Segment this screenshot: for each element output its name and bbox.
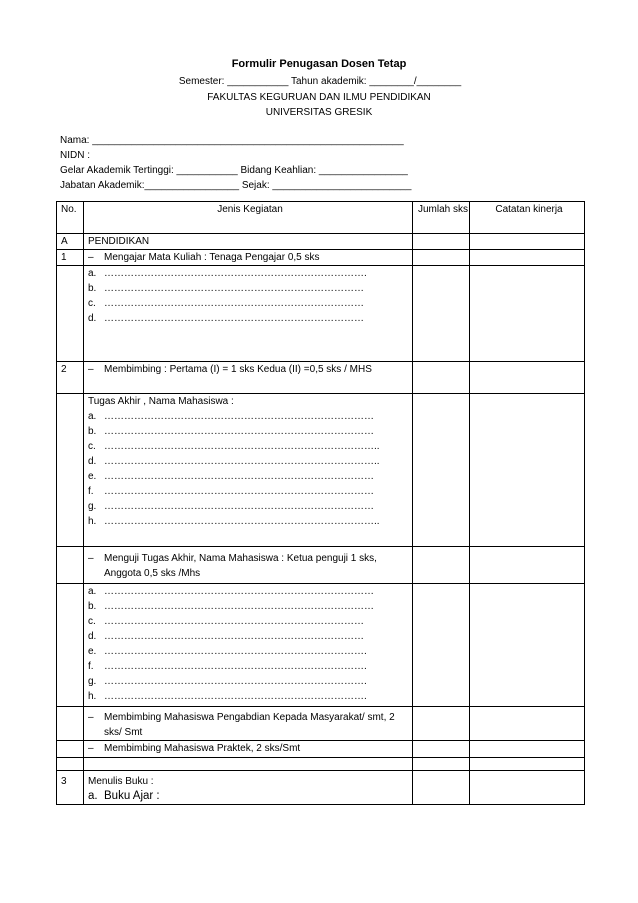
row-pengabdian-cell xyxy=(84,707,413,741)
cell-jumlah xyxy=(413,250,470,266)
list-item: g. ……………………………………………………………………… xyxy=(88,501,374,512)
cell-jumlah xyxy=(413,741,470,758)
cell-catatan xyxy=(470,758,585,771)
list-item: a. ……………………………………………………………………… xyxy=(88,586,374,597)
row-menguji-title-text: Menguji Tugas Akhir, Nama Mahasiswa : Ketua penguji 1 sks, Anggota 0,5 sks /Mhs xyxy=(104,553,377,579)
row-praktek xyxy=(57,741,585,758)
list-item: b. ……………………………………………………………………… xyxy=(88,601,374,612)
row-2-title xyxy=(57,362,585,394)
section-a-row xyxy=(57,234,585,250)
university-name: UNIVERSITAS GRESIK xyxy=(265,107,373,118)
section-a-no: A xyxy=(57,234,84,250)
list-item: f. ……………………………………………………………………… xyxy=(88,486,374,497)
cell-jumlah xyxy=(413,584,470,707)
cell-jumlah xyxy=(413,234,470,250)
activity-table xyxy=(56,201,585,805)
row-3-label: Menulis Buku : xyxy=(88,776,154,787)
row-2-list-cell xyxy=(84,394,413,547)
list-item: h. ……………………………………………………………………….. xyxy=(88,516,380,527)
dash-bullet: – xyxy=(88,364,94,375)
row-1-no: 1 xyxy=(57,250,84,266)
list-item: f. ……………………………………………………………………. xyxy=(88,661,367,672)
nama-field: Nama: ________________________________________________________ xyxy=(60,135,404,146)
row-praktek-text: Membimbing Mahasiswa Praktek, 2 sks/Smt xyxy=(104,743,301,754)
header-no: No. xyxy=(57,202,84,234)
cell-catatan xyxy=(470,362,585,394)
cell-jumlah xyxy=(413,394,470,547)
dash-bullet: – xyxy=(88,743,94,754)
row-menguji-list-cell xyxy=(84,584,413,707)
row-1-title-text: Mengajar Mata Kuliah : Tenaga Pengajar 0,5 sks xyxy=(104,252,320,263)
list-item: b. ……………………………………………………………………… xyxy=(88,426,374,437)
cell-jumlah xyxy=(413,362,470,394)
dash-bullet: – xyxy=(88,712,94,723)
section-a-label: PENDIDIKAN xyxy=(84,234,413,250)
cell-jumlah xyxy=(413,707,470,741)
row-menguji-title-cell xyxy=(84,547,413,584)
row-pengabdian-text: Membimbing Mahasiswa Pengabdian Kepada Masyarakat/ smt, 2 sks/ Smt xyxy=(104,712,395,738)
cell-catatan xyxy=(470,771,585,805)
list-item: e. ……………………………………………………………………. xyxy=(88,646,367,657)
row-1-list xyxy=(57,266,585,362)
table-header-row xyxy=(57,202,585,234)
header-jumlah-sks: Jumlah sks xyxy=(413,202,470,234)
cell-jumlah xyxy=(413,547,470,584)
list-item: g. ……………………………………………………………………. xyxy=(88,676,367,687)
form-title: Formulir Penugasan Dosen Tetap xyxy=(231,58,407,70)
row-menguji-title xyxy=(57,547,585,584)
list-item: c. ……………………………………………………………………….. xyxy=(88,441,380,452)
list-item: a. Buku Ajar : xyxy=(88,790,160,802)
cell-catatan xyxy=(470,707,585,741)
gelar-field: Gelar Akademik Tertinggi: ___________ Bidang Keahlian: ________________ xyxy=(60,165,408,176)
cell-no xyxy=(57,584,84,707)
row-2-title-cell xyxy=(84,362,413,394)
list-item: a. ……………………………………………………………………. xyxy=(88,268,367,279)
cell-catatan xyxy=(470,547,585,584)
semester-line: Semester: ___________ Tahun akademik: ________/________ xyxy=(178,76,462,87)
cell-no xyxy=(57,758,84,771)
row-1-title xyxy=(57,250,585,266)
list-item: d. …………………………………………………………………… xyxy=(88,631,364,642)
cell-jumlah xyxy=(413,266,470,362)
cell-empty xyxy=(84,758,413,771)
cell-catatan xyxy=(470,394,585,547)
row-3-no: 3 xyxy=(57,771,84,805)
row-pengabdian xyxy=(57,707,585,741)
list-item: c. …………………………………………………………………… xyxy=(88,298,364,309)
row-2-no: 2 xyxy=(57,362,84,394)
row-2-list xyxy=(57,394,585,547)
cell-catatan xyxy=(470,266,585,362)
cell-catatan xyxy=(470,250,585,266)
cell-no xyxy=(57,707,84,741)
cell-jumlah xyxy=(413,771,470,805)
header-jenis-kegiatan: Jenis Kegiatan xyxy=(84,202,413,234)
row-2-title-text: Membimbing : Pertama (I) = 1 sks Kedua (II) =0,5 sks / MHS xyxy=(104,364,372,375)
cell-no xyxy=(57,394,84,547)
list-item: e. ……………………………………………………………………… xyxy=(88,471,374,482)
jabatan-field: Jabatan Akademik:_________________ Sejak: _________________________ xyxy=(60,180,412,191)
list-item: b. …………………………………………………………………… xyxy=(88,283,364,294)
row-menguji-list xyxy=(57,584,585,707)
cell-no xyxy=(57,266,84,362)
row-spacer xyxy=(57,758,585,771)
dash-bullet: – xyxy=(88,252,94,263)
cell-catatan xyxy=(470,741,585,758)
row-1-title-cell xyxy=(84,250,413,266)
row-1-list-cell xyxy=(84,266,413,362)
list-item: d. ……………………………………………………………………….. xyxy=(88,456,380,467)
list-item: a. ……………………………………………………………………… xyxy=(88,411,374,422)
tugas-akhir-label: Tugas Akhir , Nama Mahasiswa : xyxy=(88,396,234,407)
cell-no xyxy=(57,741,84,758)
header-catatan-kinerja: Catatan kinerja xyxy=(470,202,585,234)
nidn-field: NIDN : xyxy=(60,150,90,161)
cell-catatan xyxy=(470,584,585,707)
row-3-cell xyxy=(84,771,413,805)
faculty-name: FAKULTAS KEGURUAN DAN ILMU PENDIDIKAN xyxy=(207,92,431,103)
row-3 xyxy=(57,771,585,805)
row-praktek-cell xyxy=(84,741,413,758)
list-item: c. …………………………………………………………………… xyxy=(88,616,364,627)
list-item: d. …………………………………………………………………… xyxy=(88,313,364,324)
cell-jumlah xyxy=(413,758,470,771)
dash-bullet: – xyxy=(88,553,94,564)
cell-catatan xyxy=(470,234,585,250)
list-item: h. ……………………………………………………………………. xyxy=(88,691,367,702)
cell-no xyxy=(57,547,84,584)
